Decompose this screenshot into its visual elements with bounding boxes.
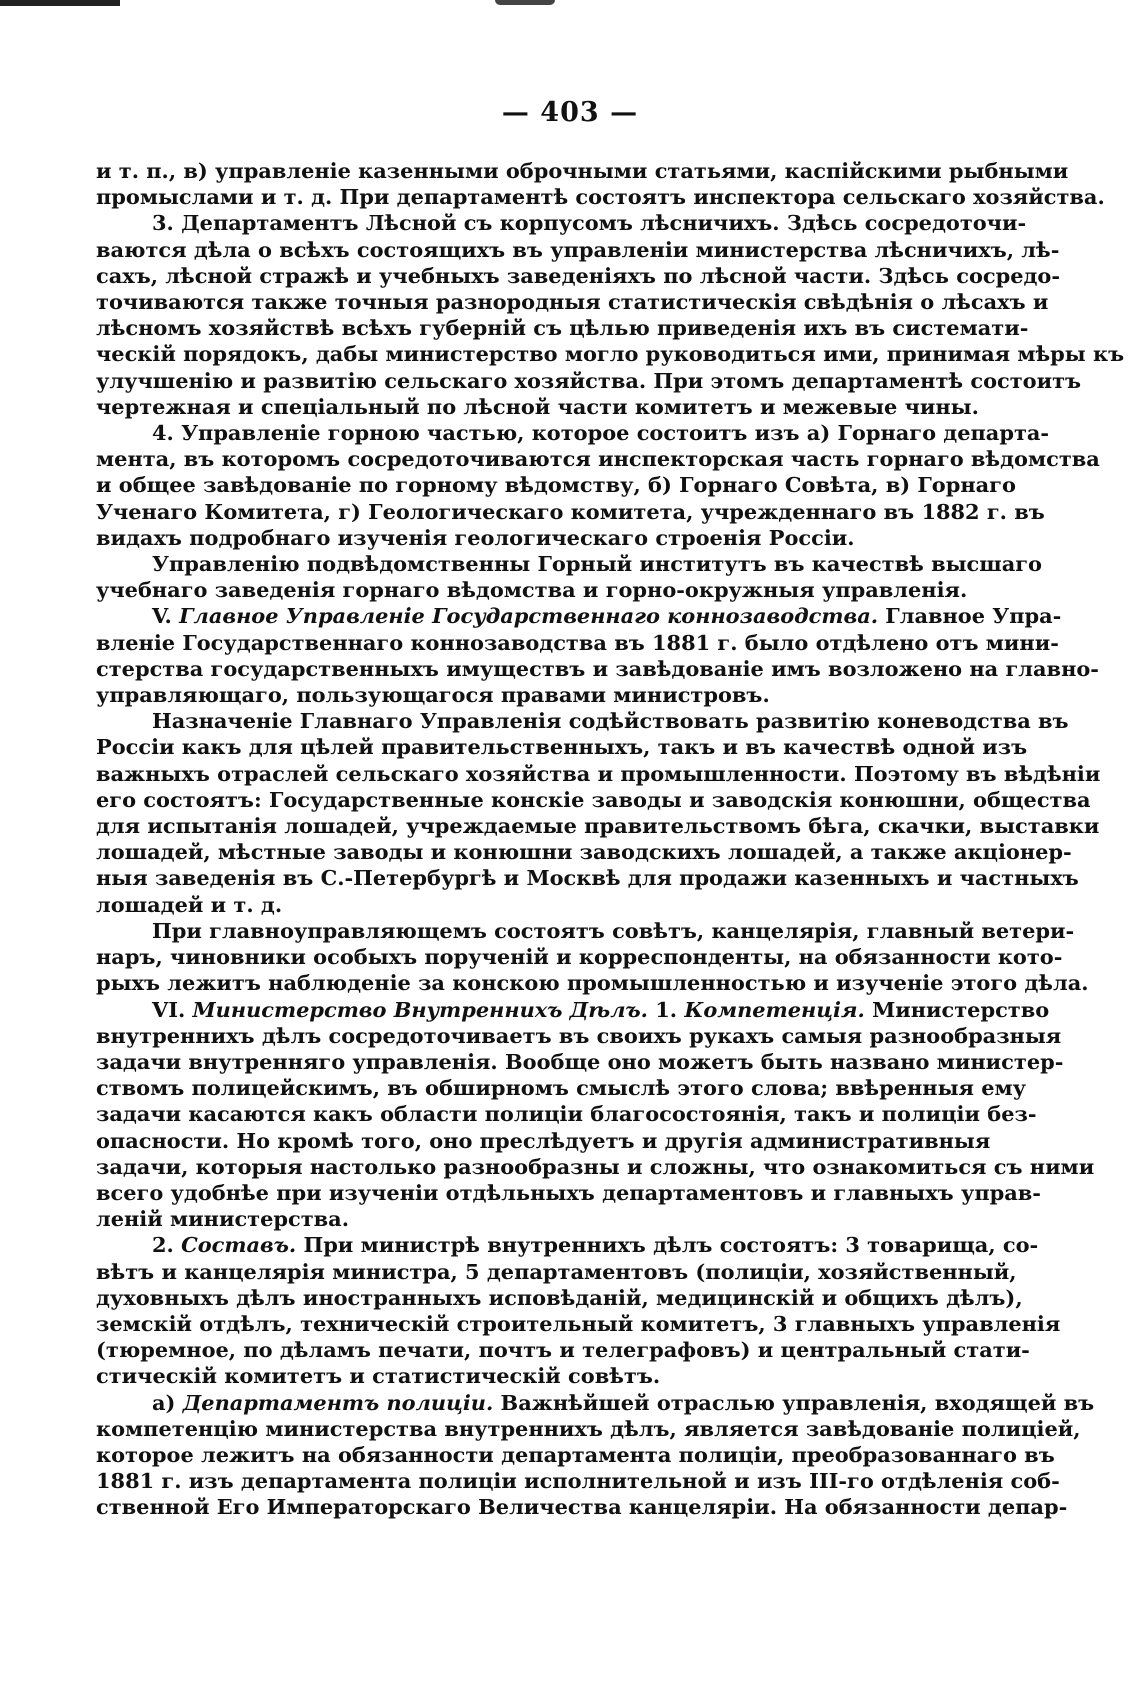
text-segment: управляющаго, пользующагося правами министровъ. (96, 682, 770, 708)
text-line (96, 446, 1100, 472)
text-line (96, 1101, 1037, 1127)
text-segment: Главное Упра- (878, 603, 1062, 629)
text-line (96, 1468, 1060, 1494)
text-line (96, 525, 984, 551)
text-line (96, 210, 1027, 236)
text-line (96, 367, 1082, 394)
text-line (96, 682, 984, 708)
text-segment: 4. Управленіе горною частью, которое состоитъ изъ а) Горнаго департа- (152, 420, 1050, 446)
text-segment: ствомъ полицейскимъ, въ обширномъ смыслѣ этого слова; ввѣренныя ему (96, 1075, 1027, 1101)
text-line (96, 734, 1028, 760)
text-segment: промыслами и т. д. При департаментѣ состоятъ инспектора сельскаго хозяйства. (96, 184, 1105, 210)
text-segment: вѣтъ и канцелярія министра, 5 департаментовъ (полиціи, хозяйственный, (96, 1258, 1017, 1284)
text-segment: ныя заведенія въ С.-Петербургѣ и Москвѣ для продажи казенныхъ и частныхъ (96, 865, 1079, 891)
text-line (96, 1153, 1095, 1180)
text-segment: VI. (152, 996, 193, 1022)
text-segment: рыхъ лежитъ наблюденіе за конскою промышленностью и изученіе этого дѣла. (96, 970, 1089, 996)
text-line (96, 1389, 1095, 1416)
text-segment: всего удобнѣе при изученіи отдѣльныхъ департаментовъ и главныхъ управ- (96, 1179, 1041, 1205)
text-line (96, 1415, 1081, 1442)
text-segment: мента, въ которомъ сосредоточиваются инспекторская часть горнаго вѣдомства (96, 446, 1100, 472)
text-line (96, 708, 1069, 734)
text-segment: духовныхъ дѣлъ иностранныхъ исповѣданій, медицинскій и общихъ дѣлъ), (96, 1284, 1023, 1310)
text-segment: вленіе Государственнаго коннозаводства въ 1881 г. было отдѣлено отъ мини- (96, 629, 1059, 655)
text-line (96, 315, 1029, 341)
text-segment: лошадей и т. д. (96, 891, 283, 917)
text-line (96, 813, 1100, 839)
text-segment: стерства государственныхъ имуществъ и завѣдованіе имъ возложено на главно- (96, 655, 1099, 681)
text-segment: Назначеніе Главнаго Управленія содѣйствовать развитію коневодства въ (152, 708, 1069, 734)
text-segment: улучшенію и развитію сельскаго хозяйства. При этомъ департаментѣ состоитъ (96, 367, 1082, 393)
text-line (96, 760, 1101, 787)
text-line (96, 629, 1059, 656)
text-segment: задачи касаются какъ области полиціи благосостоянія, такъ и полиціи без- (96, 1101, 1037, 1127)
scan-mark-left (0, 0, 120, 6)
text-segment: задачи, которыя настолько разнообразны и сложны, что ознакомиться съ ними (96, 1153, 1095, 1179)
text-line (96, 1206, 984, 1232)
text-line (96, 577, 984, 603)
text-line (96, 341, 1125, 367)
text-line (96, 394, 984, 420)
text-segment: 1. (647, 996, 685, 1022)
text-segment: которое лежитъ на обязанности департамента полиціи, преобразованнаго въ (96, 1441, 1055, 1467)
text-segment: При главноуправляющемъ состоятъ совѣтъ, канцелярія, главный ветери- (152, 917, 1075, 943)
text-line (96, 1363, 984, 1389)
text-line (96, 1179, 1041, 1206)
text-line (96, 1258, 1017, 1285)
text-segment: V. (152, 603, 180, 629)
text-line (96, 1022, 1062, 1049)
text-line (96, 289, 1049, 315)
text-segment: чертежная и спеціальный по лѣсной части комитетъ и межевые чины. (96, 393, 979, 419)
text-segment: Важнѣйшей отраслью управленія, входящей въ (493, 1389, 1095, 1415)
text-line (96, 655, 1099, 682)
text-segment: лошадей, мѣстные заводы и конюшни заводскихъ лошадей, а также акціонер- (96, 839, 1072, 865)
text-line (96, 184, 1105, 210)
text-segment: сахъ, лѣсной стражѣ и учебныхъ заведеніяхъ по лѣсной части. Здѣсь сосредо- (96, 262, 1061, 288)
text-line (96, 1232, 1039, 1258)
italic-heading-segment: Министерство Внутреннихъ Дѣлъ. (192, 996, 648, 1022)
text-line (96, 603, 1062, 629)
italic-heading-segment: Департаментъ полиціи. (182, 1389, 494, 1415)
text-segment: ственной Его Императорскаго Величества канцеляріи. На обязанности депар- (96, 1494, 1068, 1520)
text-line (96, 917, 1075, 944)
italic-heading-segment: Компетенція. (684, 996, 865, 1022)
scan-mark-mid (495, 0, 555, 5)
text-line (96, 1494, 1068, 1520)
text-line (96, 865, 1079, 891)
text-segment: ческій порядокъ, дабы министерство могло руководиться ими, принимая мѣры къ (96, 341, 1125, 367)
text-segment: леній министерства. (96, 1206, 349, 1232)
text-segment: наръ, чиновники особыхъ порученій и корреспонденты, на обязанности кото- (96, 944, 1063, 970)
text-line (96, 472, 1016, 498)
text-segment: земскій отдѣлъ, техническій строительный комитетъ, 3 главныхъ управленія (96, 1310, 1061, 1336)
text-segment: внутреннихъ дѣлъ сосредоточиваетъ въ своихъ рукахъ самыя разнообразныя (96, 1022, 1062, 1048)
text-segment: (тюремное, по дѣламъ печати, почтъ и телеграфовъ) и центральный стати- (96, 1337, 1030, 1363)
text-segment: ваются дѣла о всѣхъ состоящихъ въ управленіи министерства лѣсничихъ, лѣ- (96, 236, 1060, 262)
text-line (96, 420, 1050, 446)
text-line (96, 1441, 1055, 1468)
text-segment: задачи внутренняго управленія. Вообще оно можетъ быть названо министер- (96, 1048, 1064, 1074)
text-line (96, 236, 1060, 263)
text-segment: лѣсномъ хозяйствѣ всѣхъ губерній съ цѣлью приведенія ихъ въ системати- (96, 315, 1029, 341)
text-segment: стическій комитетъ и статистическій совѣтъ. (96, 1363, 661, 1389)
text-segment: и т. п., в) управленіе казенными оброчными статьями, каспійскими рыбными (96, 158, 1069, 183)
text-line (96, 262, 1061, 289)
text-segment: компетенцію министерства внутреннихъ дѣлъ, является завѣдованіе полиціей, (96, 1415, 1081, 1441)
text-segment: Россіи какъ для цѣлей правительственныхъ, такъ и въ качествѣ одной изъ (96, 734, 1028, 760)
page-body-text (96, 158, 1125, 1521)
text-segment: точиваются также точныя разнородныя статистическія свѣдѣнія о лѣсахъ и (96, 289, 1049, 315)
text-line (96, 1048, 1064, 1075)
text-line (96, 970, 1089, 996)
text-line (96, 1127, 991, 1154)
italic-heading-segment: Составъ. (181, 1232, 297, 1258)
text-line (96, 944, 1063, 970)
text-segment: 2. (152, 1232, 182, 1258)
text-line (96, 158, 1069, 184)
text-line (96, 1075, 1027, 1101)
text-line (96, 498, 1045, 525)
text-segment: опасности. Но кромѣ того, оно преслѣдуетъ и другія административныя (96, 1127, 991, 1153)
text-line (96, 786, 1091, 813)
text-segment: Управленію подвѣдомственны Горный институтъ въ качествѣ высшаго (152, 551, 1042, 577)
text-segment: 1881 г. изъ департамента полиціи исполнительной и изъ III-го отдѣленія соб- (96, 1468, 1060, 1494)
text-segment: 3. Департаментъ Лѣсной съ корпусомъ лѣсничихъ. Здѣсь сосредоточи- (152, 210, 1027, 236)
text-segment: Министерство (864, 996, 1050, 1022)
text-line (96, 1310, 1061, 1337)
text-segment: видахъ подробнаго изученія геологическаго строенія Россіи. (96, 524, 855, 550)
text-line (96, 1284, 1023, 1311)
text-segment: а) (152, 1389, 183, 1415)
text-line (96, 839, 1072, 865)
text-line (96, 892, 984, 918)
text-segment: Ученаго Комитета, г) Геологическаго комитета, учрежденнаго въ 1882 г. въ (96, 498, 1045, 524)
text-line (96, 996, 1050, 1023)
text-segment: для испытанія лошадей, учреждаемые правительствомъ бѣга, скачки, выставки (96, 813, 1100, 839)
text-segment: его состоятъ: Государственные конскіе заводы и заводскія конюшни, общества (96, 786, 1091, 812)
text-line (96, 1337, 1030, 1363)
text-segment: При министрѣ внутреннихъ дѣлъ состоятъ: 3 товарища, со- (296, 1232, 1039, 1258)
text-segment: учебнаго заведенія горнаго вѣдомства и горно-окружныя управленія. (96, 577, 968, 603)
text-segment: и общее завѣдованіе по горному вѣдомству, б) Горнаго Совѣта, в) Горнаго (96, 472, 1016, 498)
text-line (96, 551, 1042, 577)
italic-heading-segment: Главное Управленіе Государственнаго коннозаводства. (179, 603, 879, 629)
page-number: — 403 — (501, 97, 639, 128)
text-segment: важныхъ отраслей сельскаго хозяйства и промышленности. Поэтому въ вѣдѣніи (96, 760, 1101, 786)
